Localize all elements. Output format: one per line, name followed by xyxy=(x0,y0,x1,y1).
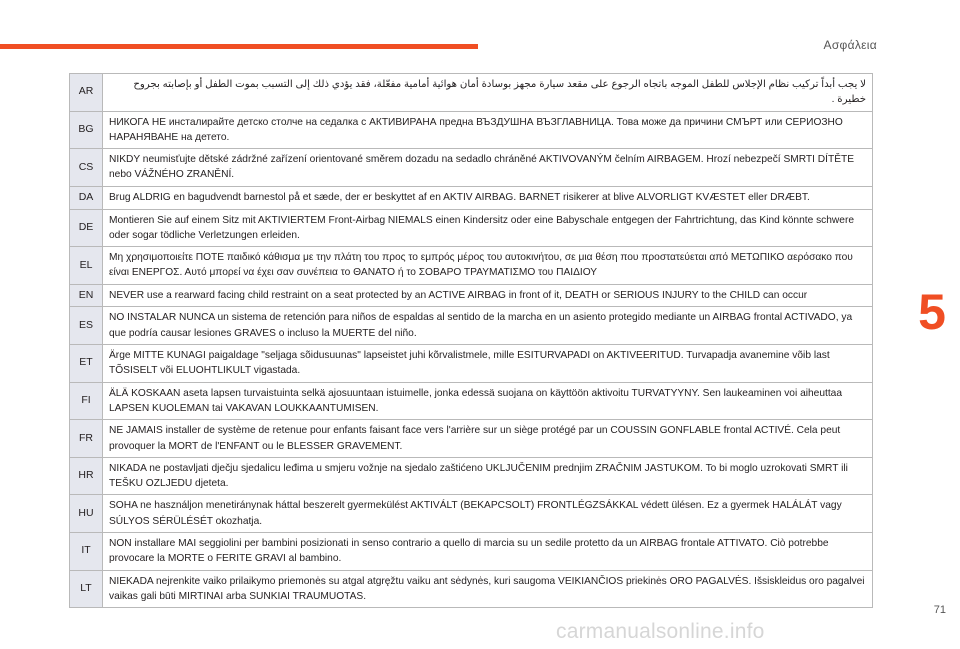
language-code: DA xyxy=(70,186,103,209)
table-row xyxy=(70,284,873,307)
table-row xyxy=(70,457,873,495)
language-code: FR xyxy=(70,420,103,458)
warning-text: Brug ALDRIG en bagudvendt barnestol på et sæde, der er beskyttet af en AKTIV AIRBAG. BARNET risikerer at blive ALVORLIGT KVÆSTET eller DRÆBT. xyxy=(103,186,873,209)
language-code: HU xyxy=(70,495,103,533)
warning-text: NEVER use a rearward facing child restraint on a seat protected by an ACTIVE AIRBAG in front of it, DEATH or SERIOUS INJURY to the CHILD can occur xyxy=(103,284,873,307)
warning-text: NO INSTALAR NUNCA un sistema de retención para niños de espaldas al sentido de la marcha en un asiento protegido mediante un AIRBAG frontal ACTIVADO, ya que podría causar lesiones GRAVES o incluso la MUERTE del niño. xyxy=(103,307,873,345)
warning-text: Ärge MITTE KUNAGI paigaldage "seljaga sõidusuunas" lapseistet juhi kõrvalistmele, mille ESITURVAPADI on AKTIVEERITUD. Turvapadja avanemine võib last TÕSISELT või ELUOHTLIKULT vigastada. xyxy=(103,345,873,383)
table-row xyxy=(70,420,873,458)
warning-text: Montieren Sie auf einem Sitz mit AKTIVIERTEM Front-Airbag NIEMALS einen Kindersitz oder eine Babyschale entgegen der Fahrtrichtung, das Kind könnte schwere oder sogar tödliche Verletzungen erleiden. xyxy=(103,209,873,247)
language-code: DE xyxy=(70,209,103,247)
table-row xyxy=(70,247,873,285)
language-code: LT xyxy=(70,570,103,608)
table-row xyxy=(70,209,873,247)
warning-text: NE JAMAIS installer de système de retenue pour enfants faisant face vers l'arrière sur un siège protégé par un COUSSIN GONFLABLE frontal ACTIVÉ. Cela peut provoquer la MORT de l'ENFANT ou le BLESSER GRAVEMENT. xyxy=(103,420,873,458)
table-row xyxy=(70,382,873,420)
table-row xyxy=(70,149,873,187)
language-code: FI xyxy=(70,382,103,420)
language-code: ET xyxy=(70,345,103,383)
warning-text: لا يجب أبداً تركيب نظام الإجلاس للطفل الموجه باتجاه الرجوع على مقعد سيارة مجهز بوسادة أمان هوائية أمامية مفعّلة، فقد يؤدي ذلك إلى التسبب بموت الطفل أو بإصابته بجروح خطيرة . xyxy=(103,74,873,112)
top-accent-bar xyxy=(0,44,478,49)
language-code: HR xyxy=(70,457,103,495)
warning-text: SOHA ne használjon menetiránynak háttal beszerelt gyermekülést AKTIVÁLT (BEKAPCSOLT) FRONTLÉGZSÁKKAL védett ülésen. Ez a gyermek HALÁLÁT vagy SÚLYOS SÉRÜLÉSÉT okozhatja. xyxy=(103,495,873,533)
table-row xyxy=(70,111,873,149)
table-row xyxy=(70,307,873,345)
warning-text: NIKADA ne postavljati dječju sjedalicu leđima u smjeru vožnje na sjedalo zaštićeno UKLJUČENIM prednjim ZRAČNIM JASTUKOM. To bi moglo uzrokovati SMRT ili TEŠKU OZLJEDU djeteta. xyxy=(103,457,873,495)
warning-text: NON installare MAI seggiolini per bambini posizionati in senso contrario a quello di marcia su un sedile protetto da un AIRBAG frontale ATTIVATO. Ciò potrebbe provocare la MORTE o FERITE GRAVI al bambino. xyxy=(103,533,873,571)
table-row xyxy=(70,570,873,608)
chapter-number: 5 xyxy=(918,284,946,340)
warning-text: NIKDY neumisťujte dětské zádržné zařízení orientované směrem dozadu na sedadlo chráněné AKTIVOVANÝM čelním AIRBAGEM. Hrozí nebezpečí SMRTI DÍTĚTE nebo VÁŽNÉHO ZRANĚNÍ. xyxy=(103,149,873,187)
table-row xyxy=(70,533,873,571)
section-title: Ασφάλεια xyxy=(823,38,877,52)
table-row xyxy=(70,345,873,383)
language-code: AR xyxy=(70,74,103,112)
page-number: 71 xyxy=(933,604,946,616)
language-code: ES xyxy=(70,307,103,345)
warning-text: НИКОГА НЕ инсталирайте детско столче на седалка с АКТИВИРАНА предна ВЪЗДУШНА ВЪЗГЛАВНИЦА. Това може да причини СМЪРТ или СЕРИОЗНО НАРАНЯВАНЕ на детето. xyxy=(103,111,873,149)
watermark: carmanualsonline.info xyxy=(556,620,765,643)
airbag-warning-table xyxy=(69,73,873,608)
table-row xyxy=(70,74,873,112)
table-row xyxy=(70,495,873,533)
warning-text: ÄLÄ KOSKAAN aseta lapsen turvaistuinta selkä ajosuuntaan istuimelle, jonka edessä suojana on käyttöön aktivoitu TURVATYYNY. Sen laukeaminen voi aiheuttaa LAPSEN KUOLEMAN tai VAKAVAN LOUKKAANTUMISEN. xyxy=(103,382,873,420)
language-code: IT xyxy=(70,533,103,571)
language-code: EL xyxy=(70,247,103,285)
warning-text: NIEKADA nejrenkite vaiko prilaikymo priemonės su atgal atgręžtu vaiku ant sėdynės, kuri saugoma VEIKIANČIOS priekinės ORO PAGALVĖS. Išsiskleidus oro pagalvei vaikas gali būti MIRTINAI arba SUNKIAI TRAUMUOTAS. xyxy=(103,570,873,608)
language-code: EN xyxy=(70,284,103,307)
warning-text: Μη χρησιμοποιείτε ΠΟΤΕ παιδικό κάθισμα με την πλάτη του προς το εμπρός μέρος του αυτοκινήτου, σε μια θέση που προστατεύεται από ΜΕΤΩΠΙΚΟ αερόσακο που είναι ΕΝΕΡΓΟΣ. Αυτό μπορεί να έχει σαν συνέπεια το ΘΑΝΑΤΟ ή το ΣΟΒΑΡΟ ΤΡΑΥΜΑΤΙΣΜΟ του ΠΑΙΔΙΟΥ xyxy=(103,247,873,285)
table-row xyxy=(70,186,873,209)
language-code: BG xyxy=(70,111,103,149)
language-code: CS xyxy=(70,149,103,187)
